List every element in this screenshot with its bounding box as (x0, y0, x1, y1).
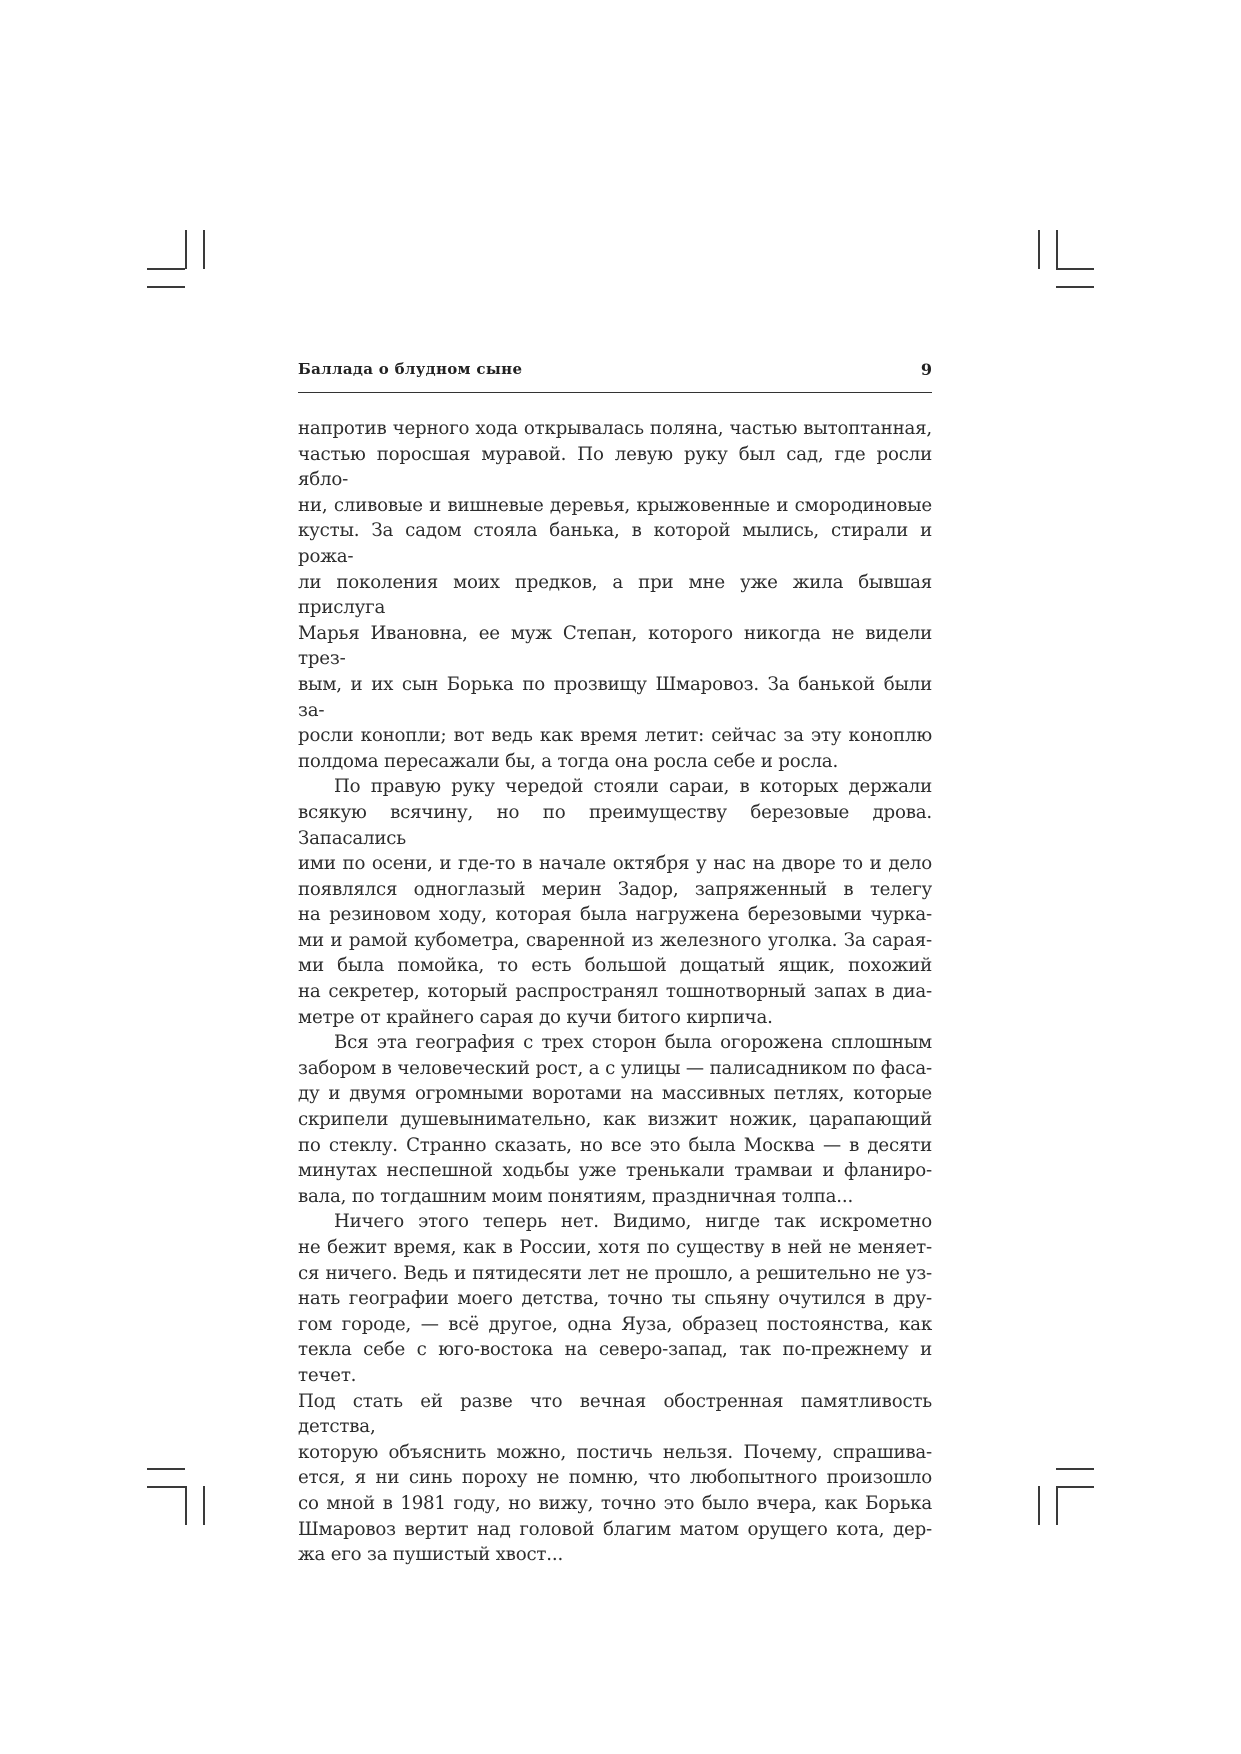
text-line: нать географии моего детства, точно ты спьяну очутился в дру- (298, 1288, 932, 1310)
crop-mark-top-left-v1 (185, 230, 187, 269)
text-line: всякую всячину, но по преимуществу березовые дрова. Запасались (298, 801, 932, 849)
paragraph-2 (298, 774, 932, 1030)
crop-mark-bottom-left-v1 (185, 1486, 187, 1525)
running-head (298, 358, 932, 393)
paragraph-4 (298, 1209, 932, 1567)
page-number: 9 (920, 360, 932, 379)
text-line: ни, сливовые и вишневые деревья, крыжовенные и смородиновые (298, 494, 932, 516)
text-line: появлялся одноглазый мерин Задор, запряженный в телегу (298, 878, 932, 900)
text-line: ми и рамой кубометра, сваренной из железного уголка. За сарая- (298, 929, 932, 951)
text-line: на секретер, который распространял тошнотворный запах в диа- (298, 981, 932, 1003)
body-text (298, 416, 932, 1568)
text-line: По правую руку чередой стояли сараи, в которых держали (334, 776, 932, 798)
paragraph-1 (298, 416, 932, 774)
text-line: ими по осени, и где-то в начале октября у нас на дворе то и дело (298, 853, 932, 875)
text-line: Вся эта география с трех сторон была огорожена сплошным (334, 1032, 932, 1054)
text-line: гом городе, — всё другое, одна Яуза, образец постоянства, как (298, 1313, 932, 1335)
text-line: забором в человеческий рост, а с улицы — палисадником по фаса- (298, 1057, 932, 1079)
text-line: Шмаровоз вертит над головой благим матом орущего кота, дер- (298, 1518, 932, 1540)
text-line: частью поросшая муравой. По левую руку был сад, где росли ябло- (298, 443, 932, 491)
text-line: ми была помойка, то есть большой дощатый ящик, похожий (298, 955, 932, 977)
paragraph-3 (298, 1030, 932, 1209)
text-line: минутах неспешной ходьбы уже тренькали трамваи и фланиро- (298, 1160, 932, 1182)
text-line: скрипели душевынимательно, как визжит ножик, царапающий (298, 1109, 932, 1131)
text-line: метре от крайнего сарая до кучи битого кирпича. (298, 1006, 773, 1028)
text-line: Марья Ивановна, ее муж Степан, которого никогда не видели трез- (298, 622, 932, 670)
crop-mark-top-right-h2 (1056, 286, 1094, 288)
crop-mark-bottom-right-v2 (1056, 1486, 1058, 1525)
crop-mark-top-right-v2 (1056, 230, 1058, 269)
text-line: кусты. За садом стояла банька, в которой мылись, стирали и рожа- (298, 520, 932, 567)
text-line: которую объяснить можно, постичь нельзя. Почему, спрашива- (298, 1441, 932, 1463)
text-line: текла себе с юго-востока на северо-запад, так по-прежнему и течет. (298, 1339, 932, 1386)
text-line: росли конопли; вот ведь как время летит: сейчас за эту коноплю (298, 725, 932, 747)
text-line: со мной в 1981 году, но вижу, точно это было вчера, как Борька (298, 1492, 932, 1514)
crop-mark-top-right-v1 (1038, 230, 1040, 269)
text-line: Ничего этого теперь нет. Видимо, нигде так искрометно (334, 1211, 932, 1233)
crop-mark-bottom-right-v1 (1038, 1486, 1040, 1525)
text-line: по стеклу. Странно сказать, но все это была Москва — в десяти (298, 1134, 932, 1156)
text-line: полдома пересажали бы, а тогда она росла себе и росла. (298, 750, 839, 772)
text-line: жа его за пушистый хвост... (298, 1544, 564, 1566)
crop-mark-bottom-right-h2 (1056, 1468, 1094, 1470)
text-line: не бежит время, как в России, хотя по существу в ней не меняет- (298, 1237, 932, 1258)
crop-mark-bottom-left-h (147, 1486, 185, 1488)
crop-mark-top-left-v2 (203, 230, 205, 269)
text-line: ли поколения моих предков, а при мне уже жила бывшая прислуга (298, 571, 932, 619)
text-line: напротив черного хода открывалась поляна, частью вытоптанная, (298, 418, 932, 439)
crop-mark-top-left-h (147, 268, 185, 270)
text-line: ся ничего. Ведь и пятидесяти лет не прошло, а решительно не уз- (298, 1262, 932, 1284)
crop-mark-bottom-right-h (1056, 1486, 1094, 1488)
crop-mark-bottom-left-h2 (147, 1468, 185, 1470)
text-line: на резиновом ходу, которая была нагружена березовыми чурка- (298, 904, 932, 926)
text-line: ду и двумя огромными воротами на массивных петлях, которые (298, 1083, 932, 1105)
crop-mark-top-left-h2 (147, 286, 185, 288)
crop-mark-bottom-left-v2 (203, 1486, 205, 1525)
text-line: вала, по тогдашним моим понятиям, праздничная толпа... (298, 1185, 854, 1207)
text-line: ется, я ни синь пороху не помню, что любопытного произошло (298, 1467, 932, 1489)
running-title: Баллада о блудном сыне (298, 360, 523, 378)
text-line: Под стать ей разве что вечная обостренная памятливость детства, (298, 1390, 932, 1438)
crop-mark-top-right-h (1056, 268, 1094, 270)
text-line: вым, и их сын Борька по прозвищу Шмаровоз. За банькой были за- (298, 673, 932, 721)
